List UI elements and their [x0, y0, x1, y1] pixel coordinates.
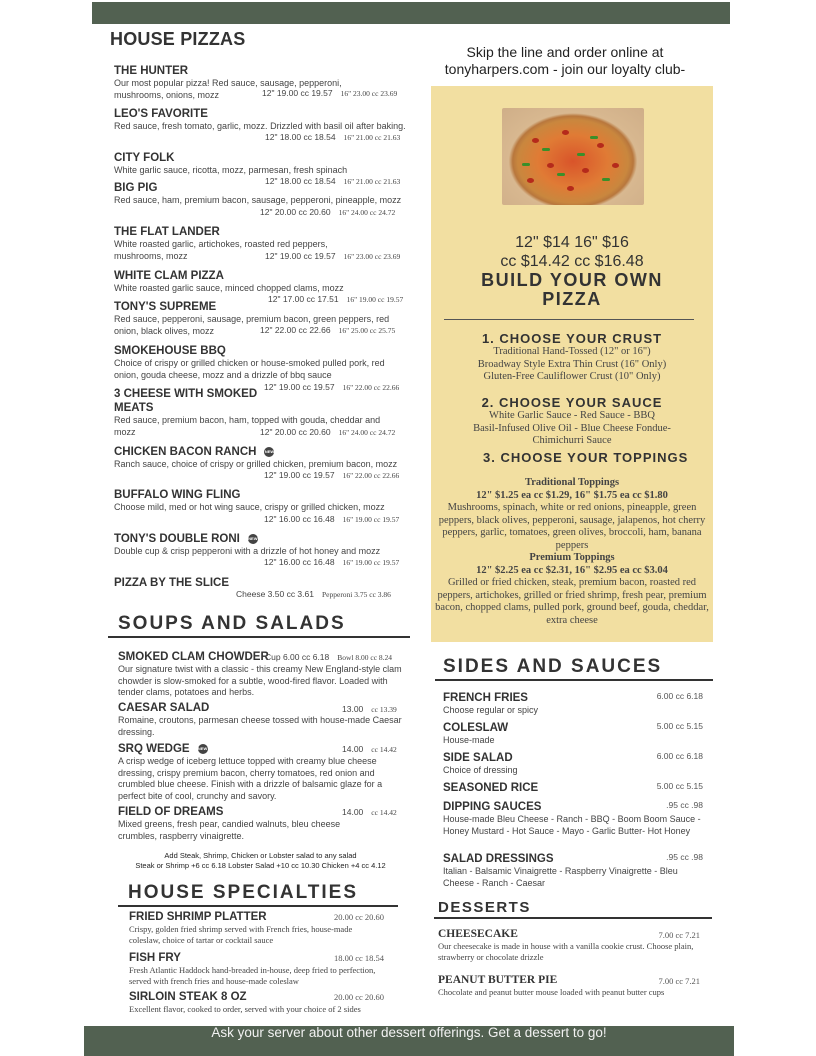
item-name: SALAD DRESSINGS — [443, 853, 554, 865]
byo-price-line-2: cc $14.42 cc $16.48 — [500, 253, 644, 270]
addon-line-2: Steak or Shrimp +6 cc 6.18 Lobster Salad +10 cc 10.30 Chicken +4 cc 4.12 — [135, 860, 386, 870]
item-price: 20.00 cc 20.60 — [333, 992, 384, 1002]
item-price: 7.00 cc 7.21 — [658, 930, 700, 940]
item-price: .95 cc .98 — [666, 800, 703, 810]
crust-option: Broadway Style Extra Thin Crust (16" Only) — [477, 358, 667, 370]
side-item — [443, 800, 703, 837]
pizza-item — [114, 576, 409, 590]
pizza-price — [260, 427, 395, 437]
price-cheese: Cheese 3.50 cc 3.61 — [236, 589, 314, 599]
item-price: 20.00 cc 20.60 — [333, 912, 384, 922]
top-banner — [92, 2, 730, 24]
item-desc: A crisp wedge of iceberg lettuce topped with creamy blue cheese dressing, crispy premium bacon, cherry tomatoes, red onion and crumbled blue cheese. Finish with a drizzle of balsamic glaze for a perfect bite of cool, crunchy and savory. — [118, 756, 383, 801]
item-price: 18.00 cc 18.54 — [333, 953, 384, 963]
pizza-price — [265, 132, 400, 142]
pizza-price — [262, 88, 397, 98]
item-price: 5.00 cc 5.15 — [656, 721, 703, 731]
side-item — [443, 721, 703, 747]
byo-pricing — [431, 233, 713, 309]
pizza-desc: White roasted garlic, artichokes, roasted red peppers, mushrooms, mozz — [114, 239, 328, 261]
toppings-heading: 3. CHOOSE YOUR TOPPINGS — [483, 450, 689, 465]
price-16: 16" 25.00 cc 25.75 — [338, 326, 396, 335]
pizza-price — [264, 514, 399, 524]
pizza-name: TONY'S SUPREME — [114, 301, 217, 313]
item-price — [342, 704, 397, 714]
pizza-name: PIZZA BY THE SLICE — [114, 577, 230, 589]
price: 13.00 — [342, 704, 364, 714]
price-12: 12" 22.00 cc 22.66 — [260, 325, 331, 335]
pizza-desc: Choose mild, med or hot wing sauce, crispy or grilled chicken, mozz — [114, 502, 385, 512]
item-price: 5.00 cc 5.15 — [656, 781, 703, 791]
new-badge-icon: NEW — [198, 744, 208, 754]
premium-toppings-list: Grilled or fried chicken, steak, premium bacon, roasted red peppers, artichokes, grilled or fried shrimp, fresh pear, premium bacon, chopped clams, pulled pork, ground beef, gouda, cheddar, extra cheese — [435, 577, 709, 626]
item-name: PEANUT BUTTER PIE — [438, 974, 558, 986]
price-16: 16" 23.00 cc 23.69 — [340, 89, 398, 98]
side-item — [443, 751, 703, 777]
bottom-banner — [84, 1026, 734, 1056]
item-desc: House-made Bleu Cheese - Ranch - BBQ - Boom Boom Sauce - Honey Mustard - Hot Sauce - Mayo - Garlic Butter- Hot Honey — [443, 814, 701, 836]
item-price — [342, 744, 397, 754]
pizza-name: LEO'S FAVORITE — [114, 108, 208, 120]
item-price: 6.00 cc 6.18 — [656, 751, 703, 761]
price-cc: cc 13.39 — [371, 705, 397, 714]
specialty-item — [129, 990, 394, 1015]
premium-toppings-title: Premium Toppings — [529, 552, 615, 563]
pizza-name: WHITE CLAM PIZZA — [114, 270, 224, 282]
online-order-promo — [410, 44, 720, 78]
price-cup: Cup 6.00 cc 6.18 — [265, 652, 330, 662]
sauce-line: White Garlic Sauce - Red Sauce - BBQ — [489, 410, 655, 421]
desserts-rule — [434, 917, 712, 919]
item-desc: Italian - Balsamic Vinaigrette - Raspberry Vinaigrette - Bleu Cheese - Ranch - Caesar — [443, 866, 678, 888]
byo-title-line-1: BUILD YOUR OWN — [481, 270, 663, 290]
pizza-price — [236, 589, 391, 599]
desserts-heading: DESSERTS — [438, 899, 531, 916]
pizza-desc: Our most popular pizza! Red sauce, sausage, pepperoni, mushrooms, onions, mozz — [114, 78, 342, 100]
premium-toppings-price: 12" $2.25 ea cc $2.31, 16" $2.95 ea cc $3.04 — [476, 564, 668, 576]
item-desc: Choice of dressing — [443, 765, 518, 775]
pizza-name: CITY FOLK — [114, 152, 175, 164]
item-desc: Excellent flavor, cooked to order, served with your choice of 2 sides — [129, 1004, 361, 1014]
pizza-name: BUFFALO WING FLING — [114, 489, 241, 501]
pizza-item — [114, 532, 409, 558]
sauce-line: Basil-Infused Olive Oil - Blue Cheese Fondue- — [473, 422, 671, 434]
item-name: CAESAR SALAD — [118, 702, 210, 714]
item-price — [265, 652, 392, 662]
pizza-price — [264, 557, 399, 567]
promo-line-2: tonyharpers.com - join our loyalty club- — [444, 61, 686, 77]
byo-price-line-1: 12" $14 16" $16 — [515, 234, 629, 251]
crust-option: Traditional Hand-Tossed (12" or 16") — [493, 346, 651, 357]
price-12: 12" 18.00 cc 18.54 — [265, 176, 336, 186]
pizza-item — [114, 181, 409, 207]
price-16: 16" 22.00 cc 22.66 — [342, 471, 400, 480]
price-12: 12" 19.00 cc 19.57 — [264, 470, 335, 480]
pizza-desc: White garlic sauce, ricotta, mozz, parmesan, fresh spinach — [114, 165, 348, 175]
price-16: 16" 22.00 cc 22.66 — [342, 383, 400, 392]
price-12: 12" 18.00 cc 18.54 — [265, 132, 336, 142]
dessert-item — [438, 973, 700, 998]
traditional-toppings-list: Mushrooms, spinach, white or red onions, pineapple, green peppers, black olives, pepperoni, sausage, jalapenos, hot cherry peppers, garlic, tomatoes, green olives, broccoli, ham, banana peppers — [438, 502, 706, 551]
salad-addons — [108, 851, 413, 870]
pizza-desc: White roasted garlic sauce, minced chopped clams, mozz — [114, 283, 344, 293]
price-16: 16" 21.00 cc 21.63 — [343, 133, 401, 142]
price: 14.00 — [342, 744, 364, 754]
addon-line-1: Add Steak, Shrimp, Chicken or Lobster salad to any salad — [164, 851, 357, 860]
price-16: 16" 23.00 cc 23.69 — [343, 252, 401, 261]
item-price: 7.00 cc 7.21 — [658, 976, 700, 986]
item-name-text: SRQ WEDGE — [118, 743, 190, 755]
pizza-desc: Double cup & crisp pepperoni with a drizzle of hot honey and mozz — [114, 546, 381, 556]
sides-sauces-heading: SIDES AND SAUCES — [443, 656, 663, 677]
house-pizzas-heading: HOUSE PIZZAS — [110, 29, 246, 49]
pizza-item — [114, 488, 409, 514]
item-desc: Chocolate and peanut butter mouse loaded with peanut butter cups — [438, 987, 665, 997]
specialty-item — [129, 910, 394, 946]
item-price — [342, 807, 397, 817]
crust-section — [431, 332, 713, 384]
sauce-section — [431, 396, 713, 448]
item-name: SEASONED RICE — [443, 782, 539, 794]
traditional-toppings-price: 12" $1.25 ea cc $1.29, 16" $1.75 ea cc $1.80 — [476, 489, 668, 501]
new-badge-icon: NEW — [264, 447, 274, 457]
price-cc: cc 14.42 — [371, 745, 397, 754]
side-item — [443, 781, 703, 795]
pizza-desc: Red sauce, pepperoni, sausage, premium bacon, green peppers, red onion, black olives, mozz — [114, 314, 390, 336]
specialty-item — [129, 951, 394, 987]
item-desc: Our cheesecake is made in house with a vanilla cookie crust. Choose plain, strawberry or chocolate drizzle — [438, 941, 694, 962]
pizza-price — [260, 325, 395, 335]
pizza-item — [114, 344, 409, 381]
item-desc: Crispy, golden fried shrimp served with French fries, house-made coleslaw, choice of tartar or cocktail sauce — [129, 924, 353, 945]
pizza-item — [114, 151, 409, 177]
toppings-heading-wrap — [483, 451, 713, 465]
price-12: 12" 19.00 cc 19.57 — [262, 88, 333, 98]
toppings-section — [435, 477, 709, 627]
item-name: DIPPING SAUCES — [443, 801, 542, 813]
price-16: 16" 19.00 cc 19.57 — [346, 295, 404, 304]
price-cc: cc 14.42 — [371, 808, 397, 817]
price-12: 12" 20.00 cc 20.60 — [260, 427, 331, 437]
crust-option: Gluten-Free Cauliflower Crust (10" Only) — [483, 371, 661, 382]
sauce-heading: 2. CHOOSE YOUR SAUCE — [481, 395, 663, 410]
item-desc: Fresh Atlantic Haddock hand-breaded in-house, deep fried to perfection, served with french fries and house-made coleslaw — [129, 965, 376, 986]
pizza-name: 3 CHEESE WITH SMOKED MEATS — [114, 388, 258, 414]
pizza-desc: Red sauce, ham, premium bacon, sausage, pepperoni, pineapple, mozz — [114, 195, 402, 205]
sauce-line: Chimichurri Sauce — [532, 435, 612, 446]
pizza-desc: Red sauce, fresh tomato, garlic, mozz. Drizzled with basil oil after baking. — [114, 121, 406, 131]
pizza-name: SMOKEHOUSE BBQ — [114, 345, 226, 357]
pizza-name: THE FLAT LANDER — [114, 226, 220, 238]
pizza-item — [114, 269, 409, 295]
traditional-toppings-title: Traditional Toppings — [524, 477, 620, 488]
price-12: 12" 16.00 cc 16.48 — [264, 557, 335, 567]
pizza-name — [114, 445, 409, 459]
item-name: SIDE SALAD — [443, 752, 513, 764]
soups-salads-rule — [108, 636, 410, 638]
price-12: 12" 20.00 cc 20.60 — [260, 207, 331, 217]
item-desc: Romaine, croutons, parmesan cheese tossed with house-made Caesar dressing. — [118, 715, 402, 737]
price-16: 16" 21.00 cc 21.63 — [343, 177, 401, 186]
pizza-price — [264, 470, 399, 480]
price-16: 16" 19.00 cc 19.57 — [342, 558, 400, 567]
item-name: FRENCH FRIES — [443, 692, 528, 704]
new-badge-icon: NEW — [248, 534, 258, 544]
pizza-desc: Choice of crispy or grilled chicken or house-smoked pulled pork, red onion, gouda cheese, mozz and a drizzle of bbq sauce — [114, 358, 385, 380]
build-your-own-panel — [431, 86, 713, 642]
item-name: FRIED SHRIMP PLATTER — [129, 911, 267, 923]
price-bowl: Bowl 8.00 cc 8.24 — [337, 653, 393, 662]
item-name: SMOKED CLAM CHOWDER — [118, 651, 269, 663]
sides-sauces-rule — [435, 679, 713, 681]
pizza-item — [114, 107, 409, 133]
dessert-item — [438, 927, 700, 963]
price-pepperoni: Pepperoni 3.75 cc 3.86 — [321, 590, 391, 599]
item-price: 6.00 cc 6.18 — [656, 691, 703, 701]
soups-salads-heading: SOUPS AND SALADS — [118, 613, 346, 634]
price-12: 12" 19.00 cc 19.57 — [265, 251, 336, 261]
pizza-desc: Ranch sauce, choice of crispy or grilled chicken, premium bacon, mozz — [114, 459, 398, 469]
price-16: 16" 24.00 cc 24.72 — [338, 428, 396, 437]
price-12: 12" 16.00 cc 16.48 — [264, 514, 335, 524]
item-name: FISH FRY — [129, 952, 181, 964]
pizza-name — [114, 532, 409, 546]
item-name: CHEESECAKE — [438, 928, 518, 940]
price: 14.00 — [342, 807, 364, 817]
pizza-name-text: CHICKEN BACON RANCH — [114, 446, 257, 458]
byo-divider — [444, 319, 694, 320]
item-desc: House-made — [443, 735, 495, 745]
pizza-desc: Red sauce, premium bacon, ham, topped with gouda, cheddar and mozz — [114, 415, 381, 437]
dessert-to-go-message: Ask your server about other dessert offerings. Get a dessert to go! — [211, 1025, 607, 1040]
item-name: FIELD OF DREAMS — [118, 806, 224, 818]
byo-title-line-2: PIZZA — [542, 289, 602, 309]
pizza-photo — [502, 108, 644, 205]
price-12: 12" 17.00 cc 17.51 — [268, 294, 339, 304]
side-item — [443, 852, 703, 889]
item-desc: Our signature twist with a classic - this creamy New England-style clam chowder is slow-smoked for a subtle, wood-fired flavor. Loaded with tender clams, potatoes and herbs. — [118, 664, 402, 697]
item-name: SIRLOIN STEAK 8 OZ — [129, 991, 247, 1003]
item-price: .95 cc .98 — [666, 852, 703, 862]
pizza-name-text: TONY'S DOUBLE RONI — [114, 533, 240, 545]
house-specialties-rule — [118, 905, 398, 907]
crust-heading: 1. CHOOSE YOUR CRUST — [481, 331, 663, 346]
item-desc: Mixed greens, fresh pear, candied walnuts, bleu cheese crumbles, raspberry vinaigrette. — [118, 819, 341, 841]
item-name: COLESLAW — [443, 722, 509, 734]
promo-line-1: Skip the line and order online at — [466, 44, 664, 60]
pizza-price — [265, 251, 400, 261]
pizza-name: THE HUNTER — [114, 65, 189, 77]
pizza-name: BIG PIG — [114, 182, 158, 194]
item-desc: Choose regular or spicy — [443, 705, 539, 715]
pizza-item — [114, 445, 409, 471]
side-item — [443, 691, 703, 717]
price-16: 16" 24.00 cc 24.72 — [338, 208, 396, 217]
price-12: 12" 19.00 cc 19.57 — [264, 382, 335, 392]
house-specialties-heading: HOUSE SPECIALTIES — [128, 882, 359, 903]
pizza-price — [260, 207, 395, 217]
price-16: 16" 19.00 cc 19.57 — [342, 515, 400, 524]
